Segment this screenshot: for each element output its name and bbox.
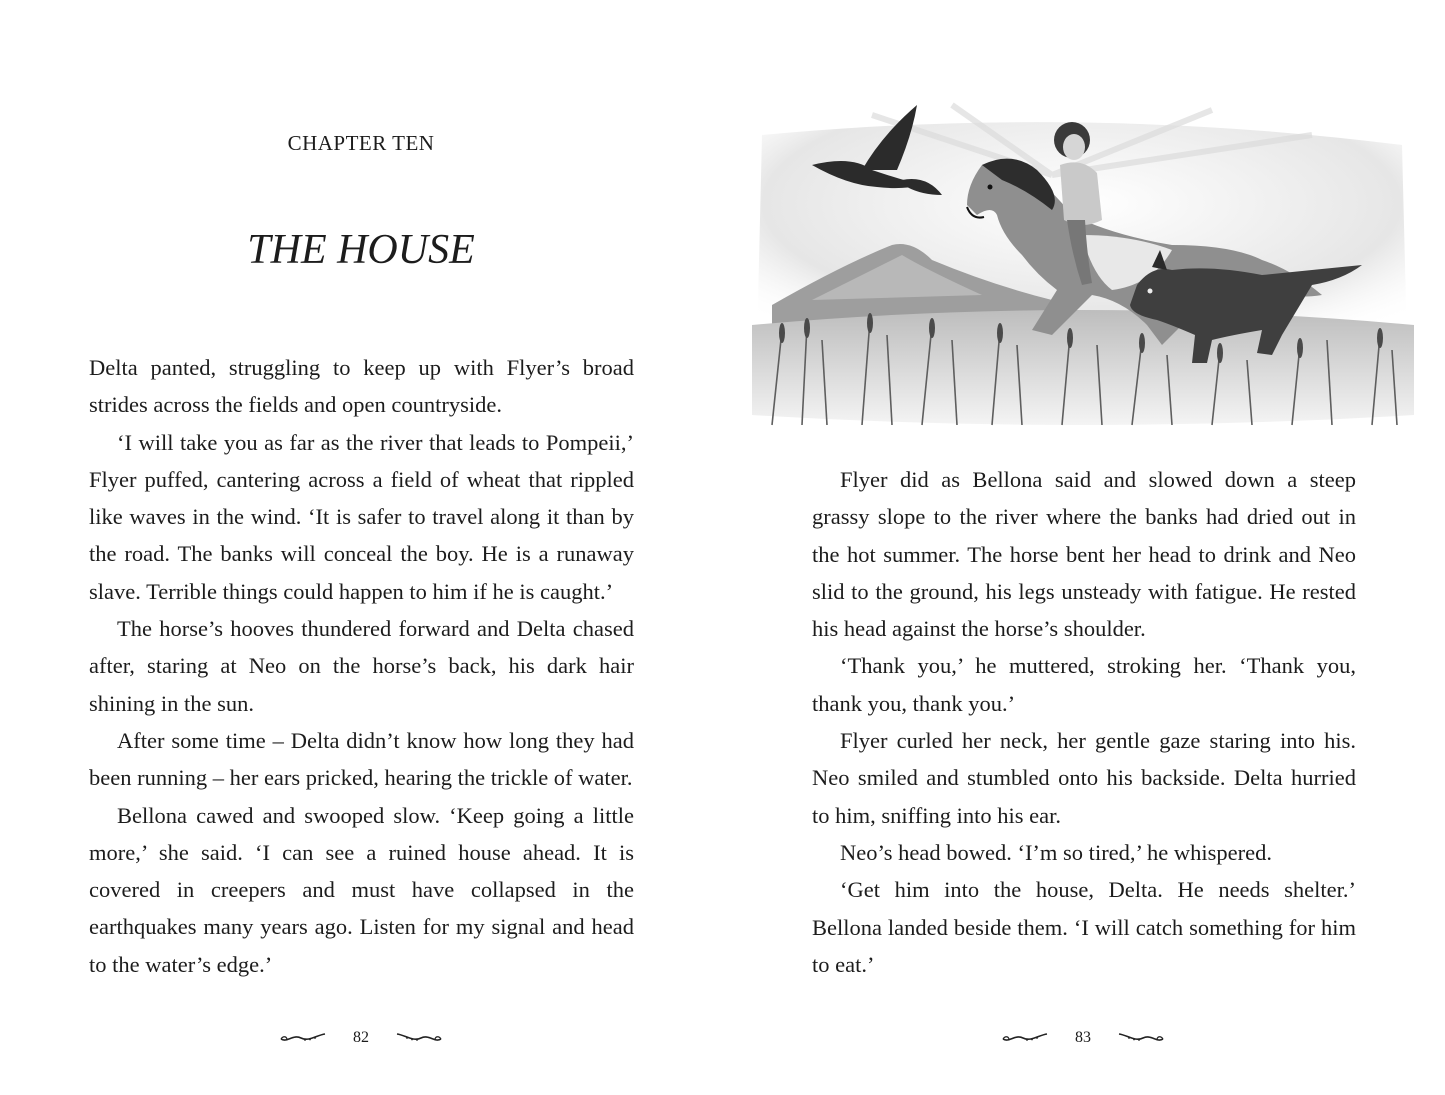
left-flourish-icon	[1001, 1031, 1049, 1045]
right-flourish-icon	[395, 1031, 443, 1045]
page-number: 83	[1075, 1029, 1091, 1046]
paragraph: Flyer curled her neck, her gentle gaze staring into his. Neo smiled and stumbled onto his backside. Delta hurried to him, sniffing into his ear.	[812, 728, 1356, 828]
right-body-text	[812, 461, 1356, 983]
paragraph: Neo’s head bowed. ‘I’m so tired,’ he whispered.	[840, 839, 1272, 865]
paragraph: ‘I will take you as far as the river that leads to Pompeii,’ Flyer puffed, cantering across a field of wheat that rippled like waves in the wind. ‘It is safer to travel along it than by the road. The banks will conceal the boy. He is a runaway slave. Terrible things could happen to him if he is caught.’	[89, 429, 634, 604]
paragraph: Flyer did as Bellona said and slowed down a steep grassy slope to the river where the banks had dried out in the hot summer. The horse bent her head to drink and Neo slid to the ground, his legs unsteady with fatigue. He rested his head against the horse’s shoulder.	[812, 467, 1356, 642]
page-number: 82	[353, 1029, 369, 1046]
paragraph: The horse’s hooves thundered forward and Delta chased after, staring at Neo on the horse’s back, his dark hair shining in the sun.	[89, 616, 634, 716]
right-flourish-icon	[1117, 1031, 1165, 1045]
left-page	[0, 0, 722, 1095]
paragraph: ‘Thank you,’ he muttered, stroking her. ‘Thank you, thank you, thank you.’	[812, 653, 1356, 716]
left-body-text	[89, 349, 634, 983]
paragraph: Bellona cawed and swooped slow. ‘Keep going a little more,’ she said. ‘I can see a ruined house ahead. It is covered in creepers and must have collapsed in the earthquakes many years ago. Listen for my signal and head to the water’s edge.’	[89, 802, 634, 977]
paragraph: ‘Get him into the house, Delta. He needs shelter.’ Bellona landed beside them. ‘I will catch something for him to eat.’	[812, 877, 1356, 977]
left-flourish-icon	[279, 1031, 327, 1045]
horse-and-wolf-illustration	[752, 95, 1414, 430]
chapter-title: THE HOUSE	[247, 227, 475, 273]
right-page	[722, 0, 1444, 1095]
chapter-label: CHAPTER TEN	[287, 131, 435, 155]
paragraph: After some time – Delta didn’t know how long they had been running – her ears pricked, hearing the trickle of water.	[89, 727, 634, 791]
left-folio	[0, 1026, 722, 1050]
right-folio	[722, 1026, 1444, 1050]
paragraph: Delta panted, struggling to keep up with Flyer’s broad strides across the fields and open countryside.	[89, 355, 634, 418]
